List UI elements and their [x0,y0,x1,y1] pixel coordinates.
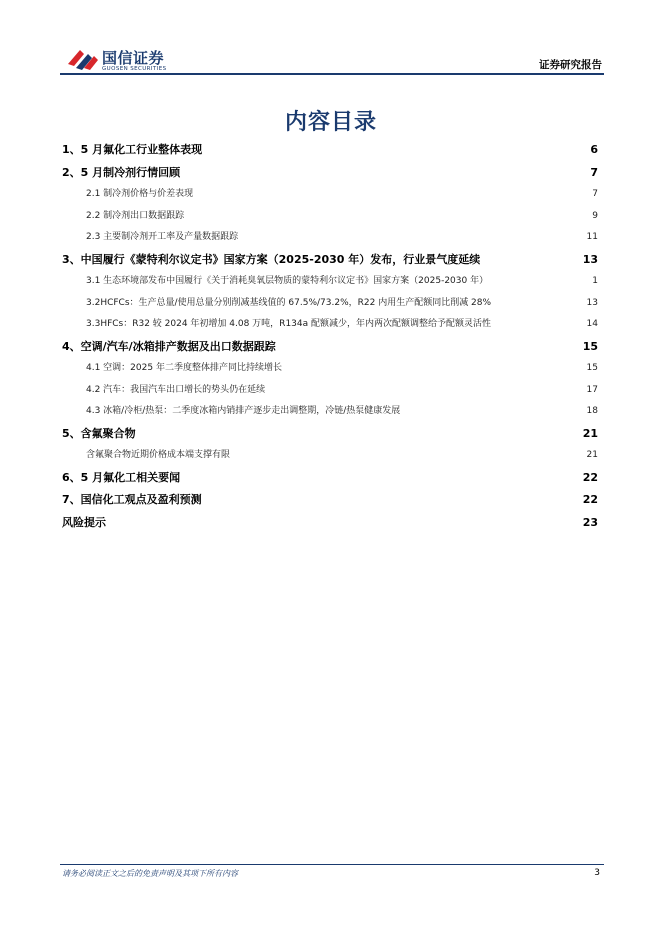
toc-entry-level2[interactable] [62,271,598,293]
toc-entry-level1[interactable] [62,162,598,185]
toc-entry-label: 6、5 月氟化工相关要闻 [62,470,181,484]
toc-entry-page: 7 [592,189,598,199]
toc-dot-leader [202,492,580,503]
toc-dot-leader [136,426,580,437]
header-divider [60,73,604,75]
toc-entry-label: 含氟聚合物近期价格成本端支撑有限 [86,450,231,460]
toc-entry-page: 18 [586,406,598,416]
toc-dot-leader [491,296,583,305]
toc-entry-page: 7 [590,165,598,179]
toc-entry-level1[interactable] [62,336,598,359]
toc-dot-leader [265,383,583,392]
toc-dot-leader [276,339,580,350]
toc-dot-leader [400,404,583,413]
toc-dot-leader [282,361,584,370]
logo-english-name: GUOSEN SECURITIES [102,66,167,72]
toc-entry-page: 15 [582,339,598,353]
toc-entry-level1[interactable] [62,423,598,446]
toc-entry-level2[interactable] [62,314,598,336]
toc-entry-page: 1 [592,276,598,286]
toc-entry-page: 13 [586,297,598,308]
toc-entry-label: 1、5 月氟化工行业整体表现 [62,143,203,156]
toc-dot-leader [491,317,584,326]
toc-entry-page: 13 [582,252,598,266]
toc-entry-label: 风险提示 [62,515,106,529]
toc-dot-leader [106,515,580,526]
toc-entry-level1[interactable] [62,467,598,490]
toc-entry-level2[interactable] [62,358,598,380]
table-of-contents [62,139,598,534]
toc-dot-leader [184,209,589,218]
toc-entry-level2[interactable] [62,206,598,228]
toc-entry-page: 14 [586,319,598,329]
toc-entry-level1[interactable] [62,489,598,512]
guosen-logo-icon [66,46,100,72]
toc-dot-leader [180,165,587,176]
toc-entry-label: 4、空调/汽车/冰箱排产数据及出口数据跟踪 [62,339,276,353]
toc-entry-level2[interactable] [62,293,598,315]
page-number: 3 [594,868,600,878]
toc-dot-leader [180,470,580,481]
toc-entry-level2[interactable] [62,380,598,402]
page-header [60,40,604,76]
toc-entry-level1[interactable] [62,249,598,272]
toc-dot-leader [488,274,589,283]
toc-entry-level2[interactable] [62,401,598,423]
report-type-label: 证券研究报告 [539,59,602,71]
toc-dot-leader [193,187,589,196]
toc-entry-label: 4.3 冰箱/冷柜/热泵：二季度冰箱内销排产逐步走出调整期，冷链/热泵健康发展 [86,406,401,416]
toc-entry-label: 2.1 制冷剂价格与价差表现 [86,189,194,199]
toc-entry-level2[interactable] [62,445,598,467]
toc-entry-level1[interactable] [62,139,598,162]
footer-divider [60,864,604,865]
toc-entry-page: 21 [586,450,598,460]
toc-entry-page: 15 [586,363,598,373]
toc-entry-page: 22 [582,493,598,506]
toc-entry-label: 2.3 主要制冷剂开工率及产量数据跟踪 [86,232,239,242]
logo-chinese-name: 国信证券 [102,49,165,67]
toc-entry-page: 11 [586,232,598,242]
toc-title: 内容目录 [284,110,377,135]
toc-dot-leader [202,142,587,153]
toc-entry-page: 23 [582,515,598,529]
toc-entry-page: 21 [582,426,598,440]
toc-entry-label: 4.2 汽车：我国汽车出口增长的势头仍在延续 [86,384,266,395]
toc-entry-label: 5、含氟聚合物 [62,426,136,440]
toc-dot-leader [480,252,579,263]
toc-entry-page: 22 [582,470,598,484]
disclaimer-note: 请务必阅读正文之后的免责声明及其项下所有内容 [62,869,238,878]
toc-entry-page: 6 [590,143,598,156]
toc-entry-label: 7、国信化工观点及盈利预测 [62,493,202,506]
toc-entry-label: 3、中国履行《蒙特利尔议定书》国家方案（2025-2030 年）发布，行业景气度延续 [62,252,481,266]
toc-entry-label: 3.1 生态环境部发布中国履行《关于消耗臭氧层物质的蒙特利尔议定书》国家方案（2025-2030 年） [86,276,489,286]
toc-entry-page: 17 [586,384,598,395]
guosen-logo [66,46,186,76]
toc-entry-level2[interactable] [62,227,598,249]
toc-entry-level1[interactable] [62,512,598,535]
toc-entry-label: 2.2 制冷剂出口数据跟踪 [86,210,185,221]
toc-entry-label: 3.2HCFCs：生产总量/使用总量分别削减基线值的 67.5%/73.2%，R22 内用生产配额同比削减 28% [86,297,492,308]
toc-entry-label: 3.3HFCs：R32 较 2024 年初增加 4.08 万吨，R134a 配额减少，年内两次配额调整给予配额灵活性 [86,319,491,329]
toc-entry-label: 4.1 空调：2025 年二季度整体排产同比持续增长 [86,363,282,373]
toc-entry-level2[interactable] [62,184,598,206]
toc-dot-leader [230,448,584,457]
toc-entry-label: 2、5 月制冷剂行情回顾 [62,165,181,179]
toc-entry-page: 9 [592,210,598,221]
toc-dot-leader [238,230,583,239]
